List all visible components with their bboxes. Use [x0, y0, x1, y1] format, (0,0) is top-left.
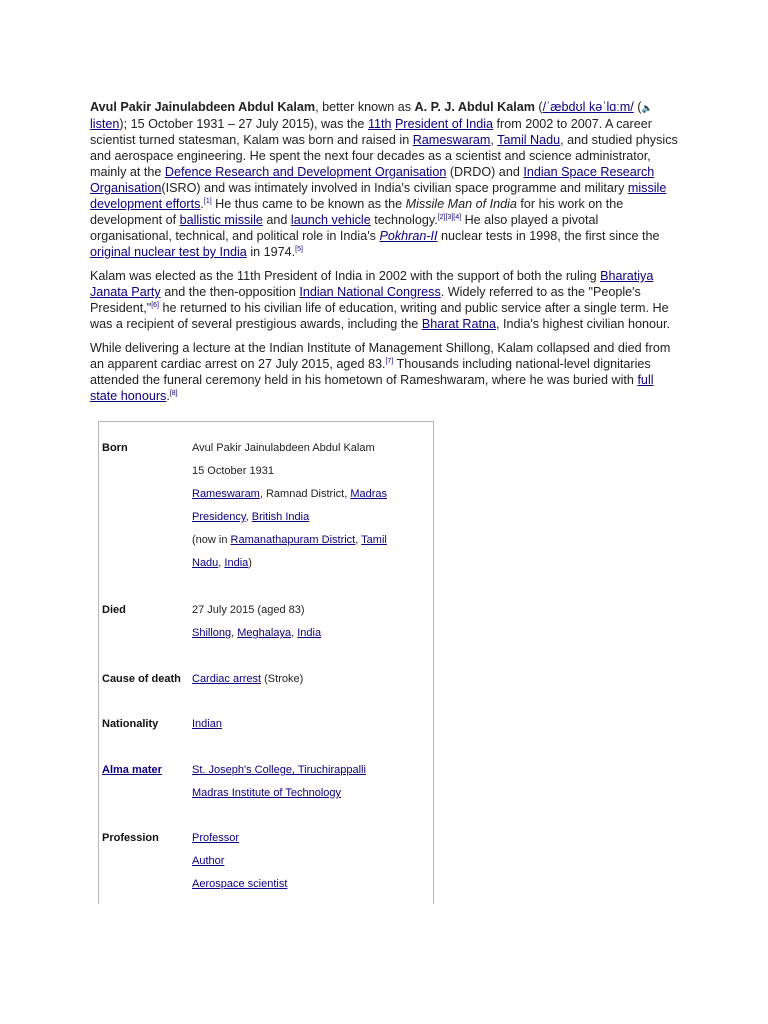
reference-marker[interactable]: [6] [151, 301, 159, 309]
link-bjp[interactable]: Bharatiya Janata Party [90, 269, 654, 299]
alma-mater-label-link[interactable]: Alma mater [102, 764, 162, 776]
link-st-josephs-college[interactable]: St. Joseph's College, Tiruchirappalli [192, 764, 366, 776]
text: from 2002 to 2007. A career scientist turned statesman, Kalam was born and raised in [90, 117, 652, 147]
reference-marker[interactable]: [7] [385, 357, 394, 365]
link-ramanathapuram[interactable]: Ramanathapuram District [230, 534, 356, 546]
text: ( [534, 100, 543, 114]
died-label: Died [102, 604, 126, 616]
born-place-line-1 [192, 488, 428, 511]
link-author[interactable]: Author [192, 855, 225, 867]
link-drdo[interactable]: Defence Research and Development Organisation [164, 165, 447, 179]
text: . Widely referred to as the "People's President," [90, 285, 641, 315]
link-tamil-nadu[interactable]: Nadu [192, 557, 219, 569]
link-cardiac-arrest[interactable]: Cardiac arrest [192, 673, 262, 685]
link-rameswaram[interactable]: Rameswaram [192, 488, 260, 500]
born-place-line-4 [192, 557, 428, 580]
profession-line-3 [192, 878, 428, 901]
presidency-paragraph [90, 268, 680, 332]
link-ballistic-missile[interactable]: ballistic missile [179, 213, 263, 227]
text: , [218, 557, 225, 569]
nationality-label: Nationality [102, 718, 159, 730]
text: ) [248, 557, 252, 569]
link-aerospace-scientist[interactable]: Aerospace scientist [192, 878, 288, 890]
missile-man-epithet: Missile Man of India [405, 197, 517, 211]
ipa-link[interactable]: /ˈæbdʊl kəˈlɑːm/ [542, 100, 634, 114]
profession-value [192, 832, 428, 901]
link-india[interactable]: India [224, 557, 249, 569]
profession-label: Profession [102, 832, 159, 844]
text: and [262, 213, 291, 227]
text: (Stroke) [261, 673, 304, 685]
intro-paragraph [90, 99, 680, 260]
link-pokhran-ii[interactable]: Pokhran-II [379, 229, 438, 243]
link-missile-development[interactable]: missile development efforts [90, 181, 667, 211]
text: in 1974. [246, 245, 296, 259]
born-label: Born [102, 442, 128, 454]
profession-line-2 [192, 855, 428, 878]
text: ( [633, 100, 642, 114]
text: , [291, 627, 298, 639]
text: Thousands including national-level dignitaries attended the funeral ceremony held in his hometown of Rameshwaram, where he was buried with [90, 357, 651, 387]
listen-link[interactable]: listen [90, 117, 120, 131]
born-value [192, 442, 428, 580]
link-madras-institute-of-technology[interactable]: Madras Institute of Technology [192, 787, 341, 799]
text: He also played a pivotal organisational, technical, and political role in India's [90, 213, 599, 243]
infobox [98, 421, 434, 904]
alma-line-1 [192, 764, 428, 787]
text: ); 15 October 1931 – 27 July 2015), was the [119, 117, 368, 131]
link-india[interactable]: India [297, 627, 322, 639]
link-shillong[interactable]: Shillong [192, 627, 232, 639]
text: (now in [192, 534, 231, 546]
born-place-line-2 [192, 511, 428, 534]
profession-line-1 [192, 832, 428, 855]
link-11th[interactable]: 11th [367, 117, 392, 131]
article-body [90, 99, 680, 412]
link-meghalaya[interactable]: Meghalaya [237, 627, 292, 639]
link-professor[interactable]: Professor [192, 832, 240, 844]
text: , [490, 133, 498, 147]
link-bharat-ratna[interactable]: Bharat Ratna [421, 317, 497, 331]
text: nuclear tests in 1998, the first since the [437, 229, 660, 243]
text: . [166, 389, 170, 403]
link-madras-presidency[interactable]: Presidency [192, 511, 246, 523]
link-british-india[interactable]: British India [251, 511, 310, 523]
speaker-icon[interactable]: 🔈 [641, 103, 653, 113]
link-rameswaram[interactable]: Rameswaram [412, 133, 491, 147]
link-full-state-honours[interactable]: full state honours [90, 373, 654, 403]
text: He thus came to be known as the [211, 197, 406, 211]
born-place-line-3 [192, 534, 428, 557]
text: , and studied physics and aerospace engineering. He spent the next four decades as a scientist and science administrator, mainly at the [90, 133, 678, 179]
died-date: 27 July 2015 (aged 83) [192, 604, 305, 616]
cause-label: Cause of death [102, 673, 181, 685]
subject-full-name: Avul Pakir Jainulabdeen Abdul Kalam [90, 100, 316, 114]
link-indian[interactable]: Indian [192, 718, 222, 730]
link-tamil-nadu[interactable]: Tamil [361, 534, 387, 546]
died-place [192, 627, 428, 650]
nationality-line [192, 718, 428, 741]
alma-line-2 [192, 787, 428, 810]
alma-mater-value [192, 764, 428, 810]
text: , India's highest civilian honour. [496, 317, 670, 331]
born-name: Avul Pakir Jainulabdeen Abdul Kalam [192, 442, 375, 454]
text: and the then-opposition [160, 285, 300, 299]
death-paragraph [90, 340, 680, 404]
cause-value [192, 673, 428, 696]
text: (ISRO) and was intimately involved in India's civilian space programme and military [161, 181, 628, 195]
subject-short-name: A. P. J. Abdul Kalam [414, 100, 535, 114]
link-original-nuclear-test[interactable]: original nuclear test by India [90, 245, 247, 259]
text: , Ramnad District, [259, 488, 351, 500]
born-date: 15 October 1931 [192, 465, 274, 477]
nationality-value [192, 718, 428, 741]
reference-marker[interactable]: [5] [295, 245, 303, 253]
text: for his work on the development of [90, 197, 624, 227]
reference-marker[interactable]: [2][3][4] [437, 213, 462, 221]
text: Kalam was elected as the 11th President of India in 2002 with the support of both the ruling [90, 269, 601, 283]
text: , [231, 627, 238, 639]
text: , better known as [315, 100, 415, 114]
reference-marker[interactable]: [8] [169, 389, 178, 397]
text: technology. [370, 213, 438, 227]
link-tamil-nadu[interactable]: Tamil Nadu [497, 133, 561, 147]
text: , [355, 534, 362, 546]
text: (DRDO) and [446, 165, 524, 179]
link-president-of-india[interactable]: President of India [395, 117, 494, 131]
text: he returned to his civilian life of education, writing and public service after a single term. He was a recipient of several prestigious awards, including the [90, 301, 669, 331]
link-isro[interactable]: Indian Space Research Organisation [90, 165, 655, 195]
reference-marker[interactable]: [1] [203, 197, 212, 205]
text: While delivering a lecture at the Indian Institute of Management Shillong, Kalam collapsed and died from an apparent cardiac arrest on 27 July 2015, aged 83. [90, 341, 671, 371]
link-madras-presidency[interactable]: Madras [350, 488, 388, 500]
died-value [192, 604, 428, 650]
link-inc[interactable]: Indian National Congress [299, 285, 441, 299]
text: , [245, 511, 252, 523]
cause-line [192, 673, 428, 696]
link-launch-vehicle[interactable]: launch vehicle [290, 213, 371, 227]
text: . [200, 197, 204, 211]
